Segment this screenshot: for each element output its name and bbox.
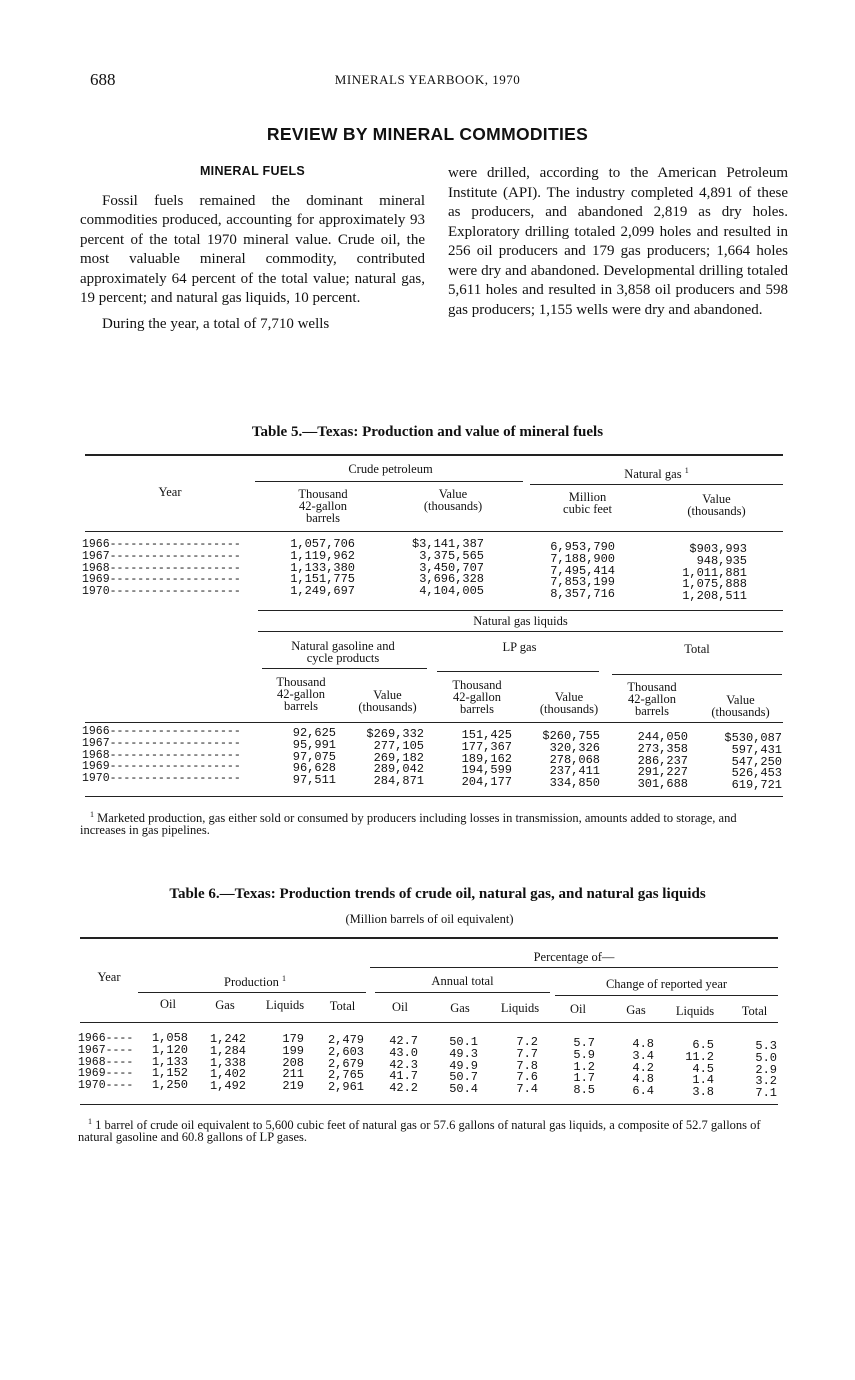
- cell: 7,495,414: [550, 563, 615, 578]
- table6-prod-liquids-col: [270, 1034, 304, 1093]
- table5-crude-qty-col: [265, 539, 355, 598]
- table5-footnote-text: Marketed production, gas either sold or consumed by producers including losses in transmission, amounts added to storage, and increases in gas pipelines.: [80, 811, 737, 837]
- table6-header-rule: [80, 1022, 778, 1023]
- year-leader: -------------------: [109, 736, 241, 750]
- table6-annual-gas-col: [446, 1037, 478, 1096]
- table5-lp-val-col: [528, 731, 600, 790]
- cell: $530,087: [724, 731, 782, 745]
- table5-ngl-header-rule: [85, 722, 783, 723]
- cell: 96,628: [292, 761, 336, 776]
- cell: 211: [282, 1067, 304, 1082]
- cell: 1,492: [209, 1079, 246, 1094]
- table5-ngl-header: Natural gas liquids: [473, 614, 568, 628]
- cell: 7,188,900: [550, 551, 615, 566]
- t6-prod-liquids-header: Liquids: [265, 998, 305, 1012]
- cell: 1,402: [209, 1067, 246, 1082]
- cell: 8,357,716: [550, 587, 615, 602]
- left-column: [80, 162, 425, 340]
- cell: 177,367: [461, 739, 512, 754]
- cell: 43.0: [389, 1045, 418, 1060]
- year-leader: -------------------: [109, 760, 241, 774]
- t6-annual-liquids-header: Liquids: [500, 1001, 540, 1015]
- cell: 50.7: [449, 1070, 478, 1085]
- t6-prod-total-header: Total: [329, 999, 356, 1013]
- t5b-year-1967: 1967: [82, 736, 110, 750]
- t5b-year-1966: 1966: [82, 725, 110, 738]
- year-leader: -------------------: [109, 748, 241, 762]
- year-leader: -------------------: [109, 549, 241, 563]
- cell: 7.6: [516, 1070, 538, 1085]
- cell: 597,431: [731, 742, 782, 757]
- table5-total-qty-col: [622, 732, 688, 791]
- t6-year-1968: 1968: [78, 1055, 106, 1069]
- table6-prod-gas-col: [205, 1034, 246, 1093]
- cell: 277,105: [373, 738, 424, 753]
- table5-lp-qty-header: Thousand 42-gallon barrels: [452, 678, 502, 716]
- year-leader: -------------------: [109, 561, 241, 575]
- table5-gasoline-val-header: Value (thousands): [358, 688, 417, 714]
- cell: 92,625: [292, 726, 336, 740]
- table5-lp-rule: [437, 671, 599, 672]
- table5-header-rule: [85, 531, 783, 532]
- cell: 189,162: [461, 751, 512, 766]
- year-leader: -------------------: [109, 772, 241, 786]
- table6-change-total-col: [745, 1041, 777, 1100]
- table6-subtitle: (Million barrels of oil equivalent): [345, 912, 514, 926]
- cell: 1.4: [692, 1073, 714, 1088]
- cell: 619,721: [731, 778, 782, 793]
- table6-change-rule: [555, 995, 778, 996]
- cell: 1,208,511: [682, 589, 747, 604]
- cell: 2,603: [327, 1044, 364, 1059]
- table5-gas-val-col: [665, 544, 747, 603]
- cell: 1.2: [573, 1059, 595, 1074]
- table6-footnote-text: 1 barrel of crude oil equivalent to 5,600 cubic feet of natural gas or 57.6 gallons of natural gas liquids, a composite of 52.7 gallons of natural gasoline and 60.8 gallons of LP gases.: [78, 1118, 761, 1144]
- t5b-year-1968: 1968: [82, 748, 110, 762]
- cell: 1,075,888: [682, 577, 747, 592]
- t6-prod-gas-header: Gas: [215, 998, 235, 1012]
- cell: 1,058: [151, 1031, 188, 1045]
- cell: 1,120: [151, 1042, 188, 1057]
- t5-year-1968: 1968: [82, 561, 110, 575]
- cell: 97,511: [292, 773, 336, 788]
- cell: 291,227: [637, 765, 688, 780]
- table5-total-val-header: Value (thousands): [711, 693, 770, 719]
- table5-gas-footnote-mark: 1: [684, 466, 689, 475]
- table5-bottom-rule: [85, 796, 783, 797]
- table5-year-header: Year: [158, 485, 182, 499]
- cell: 50.4: [449, 1082, 478, 1097]
- table5-title: Table 5.—Texas: Production and value of mineral fuels: [251, 424, 604, 440]
- cell: 2,961: [327, 1080, 364, 1095]
- year-leader: -------------------: [109, 725, 241, 738]
- paragraph-wells-start: During the year, a total of 7,710 wells: [102, 315, 330, 332]
- table6-annual-liquids-col: [508, 1037, 538, 1096]
- right-column: [448, 164, 788, 326]
- cell: 4.2: [632, 1060, 654, 1075]
- t5b-year-1969: 1969: [82, 760, 110, 774]
- table5-years-b: [82, 726, 241, 785]
- t6-year-1969: 1969: [78, 1067, 106, 1081]
- table5-total-qty-header: Thousand 42-gallon barrels: [627, 680, 677, 718]
- t6-change-liquids-header: Liquids: [675, 1004, 715, 1018]
- t5b-year-1970: 1970: [82, 772, 110, 786]
- table5-mid-rule: [258, 610, 783, 611]
- cell: 1,119,962: [290, 548, 355, 563]
- cell: 1,152: [151, 1066, 188, 1081]
- cell: 320,326: [549, 740, 600, 755]
- page-number: 688: [90, 70, 116, 89]
- cell: 204,177: [461, 775, 512, 790]
- cell: 1,151,775: [290, 572, 355, 587]
- table6-annual-header: Annual total: [431, 974, 494, 988]
- table5-gasoline-qty-col: [270, 728, 336, 787]
- year-leader: ----: [105, 1079, 134, 1093]
- cell: 4.5: [692, 1061, 714, 1076]
- cell: 3,696,328: [419, 572, 484, 587]
- cell: 547,250: [731, 754, 782, 769]
- cell: 49.3: [449, 1046, 478, 1061]
- cell: 6.4: [632, 1084, 654, 1099]
- cell: 1,250: [151, 1078, 188, 1093]
- table5-total-val-col: [704, 733, 782, 792]
- cell: 289,042: [373, 762, 424, 777]
- cell: $269,332: [366, 727, 424, 741]
- table5-gas-qty-col: [535, 542, 615, 601]
- t5-year-1967: 1967: [82, 549, 110, 563]
- table5-total-header: Total: [684, 642, 710, 656]
- table6-change-liquids-col: [676, 1040, 714, 1099]
- cell: 97,075: [292, 749, 336, 764]
- cell: 334,850: [549, 776, 600, 791]
- table6-percentage-rule: [370, 967, 778, 968]
- cell: 49.9: [449, 1058, 478, 1073]
- cell: 278,068: [549, 752, 600, 767]
- paragraph-fossil-fuels: Fossil fuels remained the dominant mineral commodities produced, accounting for approximately 93 percent of the total 1970 mineral value. Crude oil, the most valuable mineral commodity, contributed approximately 64 percent of the total value; natural gas, 19 percent; and natural gas liquids, 10 percent.: [80, 192, 425, 306]
- t5-year-1969: 1969: [82, 573, 110, 587]
- cell: 8.5: [573, 1083, 595, 1098]
- cell: 948,935: [696, 553, 747, 568]
- cell: 3.8: [692, 1085, 714, 1100]
- cell: 4.8: [632, 1037, 654, 1051]
- table5-lp-qty-col: [446, 730, 512, 789]
- year-leader: -------------------: [109, 573, 241, 587]
- table5-years: [82, 539, 241, 598]
- section-title: REVIEW BY MINERAL COMMODITIES: [266, 124, 589, 144]
- table5-gas-header-label: Natural gas: [624, 467, 682, 482]
- table6-bottom-rule: [80, 1104, 778, 1105]
- cell: 244,050: [637, 730, 688, 744]
- cell: 7.8: [516, 1058, 538, 1073]
- cell: 6.5: [692, 1038, 714, 1052]
- cell: 7,853,199: [550, 575, 615, 590]
- cell: 194,599: [461, 763, 512, 778]
- cell: 1,011,881: [682, 565, 747, 580]
- table6-production-header: [145, 973, 365, 988]
- cell: $260,755: [542, 729, 600, 743]
- cell: 5.7: [573, 1036, 595, 1050]
- table5-gasoline-rule: [262, 668, 427, 669]
- cell: 5.3: [755, 1039, 777, 1053]
- cell: 41.7: [389, 1069, 418, 1084]
- cell: $3,141,387: [411, 537, 484, 551]
- cell: 284,871: [373, 774, 424, 789]
- year-leader: ----: [105, 1043, 134, 1057]
- t6-prod-oil-header: Oil: [160, 997, 176, 1011]
- cell: 2,679: [327, 1056, 364, 1071]
- cell: 179: [282, 1032, 304, 1046]
- t5-year-1970: 1970: [82, 585, 110, 599]
- running-head: MINERALS YEARBOOK, 1970: [334, 72, 521, 87]
- table5-gasoline-qty-header: Thousand 42-gallon barrels: [276, 675, 326, 713]
- table6-prod-total-col: [322, 1035, 364, 1094]
- table5-crude-val-col: [398, 539, 484, 598]
- table6-production-label: Production: [224, 975, 279, 990]
- cell: 50.1: [449, 1035, 478, 1049]
- cell: 1,133,380: [290, 560, 355, 575]
- year-leader: ----: [105, 1067, 134, 1081]
- table6-years: [78, 1033, 133, 1092]
- subhead-mineral-fuels: MINERAL FUELS: [199, 164, 306, 178]
- cell: 5.0: [755, 1050, 777, 1065]
- cell: 7.2: [516, 1035, 538, 1049]
- cell: 199: [282, 1043, 304, 1058]
- table5-crude-qty-header: Thousand 42-gallon barrels: [298, 487, 348, 525]
- table5-total-rule: [612, 674, 782, 675]
- t5-year-1966: 1966: [82, 538, 110, 551]
- year-leader: ----: [105, 1055, 134, 1069]
- table6-annual-oil-col: [386, 1036, 418, 1095]
- table6-title: Table 6.—Texas: Production trends of crude oil, natural gas, and natural gas liquids: [169, 886, 706, 902]
- t6-change-gas-header: Gas: [626, 1003, 646, 1017]
- table5-ngl-rule: [258, 631, 783, 632]
- cell: 2.9: [755, 1062, 777, 1077]
- year-leader: ----: [105, 1032, 134, 1045]
- table5-gas-qty-header: Million cubic feet: [563, 490, 612, 516]
- table6-footnote-mark: 1: [88, 1117, 92, 1126]
- cell: 4.8: [632, 1072, 654, 1087]
- table5-gas-val-header: Value (thousands): [687, 492, 746, 518]
- cell: 3,450,707: [419, 560, 484, 575]
- table6-production-rule: [138, 992, 366, 993]
- cell: 219: [282, 1079, 304, 1094]
- cell: 273,358: [637, 741, 688, 756]
- cell: 526,453: [731, 766, 782, 781]
- cell: 1,338: [209, 1055, 246, 1070]
- table6-production-fn: 1: [281, 974, 286, 983]
- table6-prod-oil-col: [148, 1033, 188, 1092]
- table5-gas-rule: [530, 484, 783, 485]
- cell: 301,688: [637, 777, 688, 792]
- cell: 5.9: [573, 1047, 595, 1062]
- cell: 3.4: [632, 1048, 654, 1063]
- year-leader: -------------------: [109, 585, 241, 599]
- t6-change-total-header: Total: [741, 1004, 768, 1018]
- table5-gas-header: [530, 465, 783, 480]
- cell: 42.2: [389, 1081, 418, 1096]
- cell: 7.1: [755, 1086, 777, 1101]
- cell: 95,991: [292, 737, 336, 752]
- cell: 4,104,005: [419, 584, 484, 599]
- table5-crude-header: Crude petroleum: [348, 462, 433, 476]
- cell: 208: [282, 1055, 304, 1070]
- table5-lp-val-header: Value (thousands): [539, 690, 599, 716]
- cell: 6,953,790: [550, 540, 615, 554]
- cell: 269,182: [373, 750, 424, 765]
- table5-gasoline-header: Natural gasoline and cycle products: [291, 639, 395, 665]
- cell: 1.7: [573, 1071, 595, 1086]
- t6-year-1966: 1966: [78, 1032, 106, 1045]
- cell: 1,242: [209, 1032, 246, 1046]
- table6-change-header: Change of reported year: [605, 977, 728, 991]
- table5-top-rule: [85, 454, 783, 456]
- cell: 3.2: [755, 1074, 777, 1089]
- table5-crude-val-header: Value (thousands): [423, 487, 483, 513]
- cell: 237,411: [549, 764, 600, 779]
- cell: 3,375,565: [419, 548, 484, 563]
- paragraph-drilling: were drilled, according to the American Petroleum Institute (API). The industry completed 4,891 of these as producers, and abandoned 2,819 as dry holes. Exploratory drilling totaled 2,099 holes and resulted in 256 oil producers and 179 gas producers; 1,664 holes were dry and abandoned. Developmental drilling totaled 5,611 holes and resulted in 3,858 oil producers and 598 gas producers; 1,155 wells were dry and abandoned.: [448, 165, 788, 318]
- cell: 1,057,706: [290, 537, 355, 551]
- table5-gasoline-val-col: [348, 729, 424, 788]
- cell: 2,479: [327, 1033, 364, 1047]
- cell: 1,249,697: [290, 584, 355, 599]
- t6-change-oil-header: Oil: [570, 1002, 586, 1016]
- cell: $903,993: [689, 542, 747, 556]
- cell: 42.7: [389, 1034, 418, 1048]
- cell: 1,284: [209, 1043, 246, 1058]
- table6-change-oil-col: [565, 1038, 595, 1097]
- cell: 151,425: [461, 728, 512, 742]
- table5-crude-rule: [255, 481, 523, 482]
- cell: 7.7: [516, 1046, 538, 1061]
- table6-percentage-header: Percentage of—: [533, 950, 615, 964]
- table6-annual-rule: [375, 992, 550, 993]
- table5-footnote-mark: 1: [90, 810, 94, 819]
- table6-change-gas-col: [624, 1039, 654, 1098]
- cell: 286,237: [637, 753, 688, 768]
- cell: 7.4: [516, 1082, 538, 1097]
- table5-footnote: [80, 809, 785, 836]
- cell: 2,765: [327, 1068, 364, 1083]
- t6-annual-oil-header: Oil: [392, 1000, 408, 1014]
- cell: 1,133: [151, 1054, 188, 1069]
- table5-lp-header: LP gas: [502, 640, 537, 654]
- t6-annual-gas-header: Gas: [450, 1001, 470, 1015]
- t6-year-1970: 1970: [78, 1079, 106, 1093]
- year-leader: -------------------: [109, 538, 241, 551]
- cell: 42.3: [389, 1057, 418, 1072]
- t6-year-1967: 1967: [78, 1043, 106, 1057]
- table6-top-rule: [80, 937, 778, 939]
- table6-footnote: [78, 1116, 783, 1143]
- table6-year-header: Year: [97, 970, 121, 984]
- cell: 11.2: [685, 1049, 714, 1064]
